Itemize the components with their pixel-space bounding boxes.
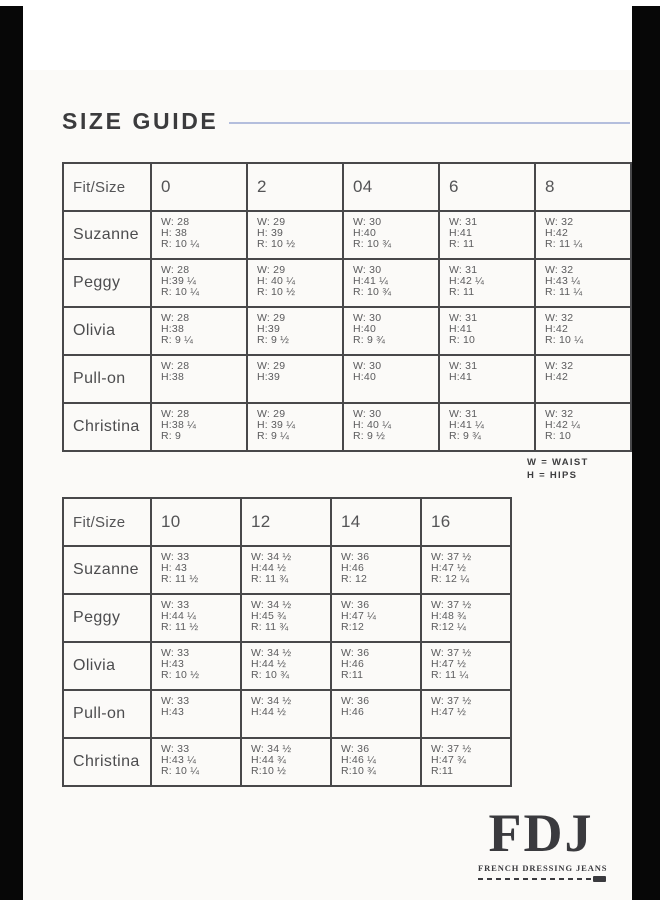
table-row (63, 211, 631, 259)
measurement-cell (241, 738, 331, 786)
measurement-line: W: 37 ½ (431, 551, 472, 563)
measurement-cell (439, 307, 535, 355)
measurement-line: R: 10 ¾ (353, 238, 392, 250)
measurement-line: W: 32 (545, 264, 574, 276)
measurement-cell (535, 355, 631, 403)
measurement-line: W: 36 (341, 647, 370, 659)
measurement-cell (151, 403, 247, 451)
measurement-line: H:42 ¼ (449, 275, 485, 287)
measurement-cell (439, 259, 535, 307)
measurement-line: W: 32 (545, 360, 574, 372)
measurement-line: W: 29 (257, 264, 286, 276)
measurement-line: W: 36 (341, 695, 370, 707)
measurement-line: W: 34 ½ (251, 551, 292, 563)
measurement-line: W: 30 (353, 264, 382, 276)
measurement-line: H: 39 (257, 227, 284, 239)
size-table-small-sizes (62, 162, 632, 452)
measurement-line: R: 11 ¾ (251, 621, 289, 633)
measurement-line: W: 29 (257, 312, 286, 324)
measurement-line: W: 37 ½ (431, 695, 472, 707)
measurement-cell (343, 211, 439, 259)
measurement-line: H: 40 ¼ (257, 275, 296, 287)
measurement-line: H:41 (449, 371, 472, 383)
measurement-line: H:47 ½ (431, 562, 467, 574)
measurement-line: H:39 (257, 323, 280, 335)
measurement-line: W: 30 (353, 312, 382, 324)
measurement-cell (421, 594, 511, 642)
table-row (63, 307, 631, 355)
size-column-header: 2 (247, 163, 343, 211)
measurement-cell (331, 690, 421, 738)
measurement-line: R: 10 ¼ (545, 334, 584, 346)
measurement-cell (535, 307, 631, 355)
measurement-line: H:44 ½ (251, 706, 287, 718)
measurement-line: R:10 ½ (251, 765, 287, 777)
fit-size-header: Fit/Size (63, 163, 151, 211)
measurement-line: H:44 ¼ (161, 610, 197, 622)
measurement-line: W: 33 (161, 647, 190, 659)
table-row (63, 355, 631, 403)
measurement-line: R: 9 ¼ (257, 430, 290, 442)
measurement-line: W: 34 ½ (251, 743, 292, 755)
measurement-cell (151, 594, 241, 642)
measurement-line: H: 43 (161, 562, 188, 574)
measurement-line: W: 34 ½ (251, 599, 292, 611)
measurement-line: H:40 (353, 323, 376, 335)
measurement-cell (241, 594, 331, 642)
measurement-line: W: 28 (161, 360, 190, 372)
measurement-cell (151, 690, 241, 738)
measurement-line: W: 33 (161, 743, 190, 755)
measurement-line: R: 9 ½ (257, 334, 290, 346)
table-row (63, 738, 511, 786)
fdj-logo-brand-name: FRENCH DRESSING JEANS (478, 863, 608, 873)
fdj-logo-dashed-rule (478, 878, 604, 880)
fit-name-cell: Suzanne (63, 546, 151, 594)
measurement-line: H:43 ¼ (545, 275, 581, 287)
fit-size-header: Fit/Size (63, 498, 151, 546)
measurement-line: W: 30 (353, 216, 382, 228)
size-column-header: 10 (151, 498, 241, 546)
measurement-line: R: 10 (545, 430, 572, 442)
measurement-line: R: 10 ½ (257, 286, 296, 298)
measurement-line: H:43 ¼ (161, 754, 197, 766)
table-row (63, 259, 631, 307)
fit-name-cell: Peggy (63, 594, 151, 642)
measurement-line: H:43 (161, 658, 184, 670)
measurement-cell (343, 403, 439, 451)
measurement-line: W: 28 (161, 264, 190, 276)
measurement-line: W: 37 ½ (431, 599, 472, 611)
measurement-line: H:47 ¾ (431, 754, 467, 766)
table-row (63, 546, 511, 594)
fit-name-cell: Olivia (63, 642, 151, 690)
measurement-cell (343, 355, 439, 403)
zipper-icon (593, 876, 606, 882)
measurement-line: H:44 ¾ (251, 754, 287, 766)
measurement-line: H:44 ½ (251, 658, 287, 670)
measurement-line: R: 11 (449, 286, 475, 298)
measurement-line: W: 36 (341, 551, 370, 563)
measurement-line: W: 29 (257, 408, 286, 420)
fit-name-cell: Pull-on (63, 690, 151, 738)
measurement-line: W: 33 (161, 551, 190, 563)
table-row (63, 690, 511, 738)
fit-name-cell: Christina (63, 403, 151, 451)
measurement-line: H:40 (353, 371, 376, 383)
measurement-cell (241, 642, 331, 690)
measurement-line: W: 28 (161, 216, 190, 228)
header-row (63, 498, 511, 546)
measurement-line: R: 11 ¼ (545, 238, 583, 250)
measurement-line: W: 33 (161, 599, 190, 611)
measurement-cell (331, 594, 421, 642)
measurement-cell (247, 307, 343, 355)
measurement-line: H:38 (161, 323, 184, 335)
measurement-line: W: 29 (257, 216, 286, 228)
measurement-line: H:38 (161, 371, 184, 383)
measurement-line: H:38 ¼ (161, 419, 197, 431)
measurement-line: H:41 ¼ (449, 419, 485, 431)
fit-name-cell: Christina (63, 738, 151, 786)
measurement-line: R:10 ¾ (341, 765, 377, 777)
measurement-line: H:42 (545, 323, 568, 335)
measurement-cell (151, 211, 247, 259)
size-column-header: 14 (331, 498, 421, 546)
measurement-line: R: 10 ¼ (161, 238, 200, 250)
size-column-header: 6 (439, 163, 535, 211)
size-column-header: 12 (241, 498, 331, 546)
legend-waist: W = WAIST (527, 457, 589, 468)
measurement-line: R: 11 ¼ (545, 286, 583, 298)
measurement-line: R: 10 ½ (257, 238, 296, 250)
measurement-cell (151, 307, 247, 355)
table-row (63, 594, 511, 642)
right-letterbox-bar (632, 6, 660, 900)
measurement-line: R: 11 ¾ (251, 573, 289, 585)
measurement-cell (247, 355, 343, 403)
measurement-line: H:46 (341, 562, 364, 574)
measurement-line: W: 36 (341, 599, 370, 611)
measurement-line: R: 10 ½ (161, 669, 200, 681)
measurement-line: R: 11 ½ (161, 573, 199, 585)
measurement-line: W: 37 ½ (431, 647, 472, 659)
measurement-line: H:47 ½ (431, 706, 467, 718)
measurement-line: H:42 (545, 371, 568, 383)
measurement-line: W: 30 (353, 408, 382, 420)
measurement-line: W: 32 (545, 312, 574, 324)
measurement-line: H:42 (545, 227, 568, 239)
title-rule (229, 122, 630, 124)
measurement-line: H:41 ¼ (353, 275, 389, 287)
measurement-line: W: 36 (341, 743, 370, 755)
measurement-line: R: 11 ¼ (431, 669, 469, 681)
measurement-line: R:12 ¼ (431, 621, 467, 633)
measurement-line: H:48 ¾ (431, 610, 467, 622)
measurement-line: H:41 (449, 227, 472, 239)
measurement-line: W: 30 (353, 360, 382, 372)
measurement-line: R: 10 ¾ (353, 286, 392, 298)
measurement-line: W: 28 (161, 408, 190, 420)
size-table-large-sizes (62, 497, 512, 787)
measurement-line: W: 32 (545, 216, 574, 228)
measurement-line: H:44 ½ (251, 562, 287, 574)
measurement-line: W: 31 (449, 360, 478, 372)
measurement-line: W: 31 (449, 312, 478, 324)
measurement-cell (151, 259, 247, 307)
size-column-header: 16 (421, 498, 511, 546)
measurement-line: R:12 (341, 621, 364, 633)
measurement-line: H:39 ¼ (161, 275, 197, 287)
size-column-header: 04 (343, 163, 439, 211)
measurement-line: H:39 (257, 371, 280, 383)
measurement-line: R: 9 ¾ (353, 334, 386, 346)
measurement-cell (151, 546, 241, 594)
measurement-line: H: 40 ¼ (353, 419, 392, 431)
measurement-line: W: 31 (449, 216, 478, 228)
measurement-line: W: 32 (545, 408, 574, 420)
measurement-cell (535, 211, 631, 259)
measurement-line: W: 34 ½ (251, 647, 292, 659)
measurement-line: W: 34 ½ (251, 695, 292, 707)
fit-name-cell: Pull-on (63, 355, 151, 403)
measurement-cell (241, 690, 331, 738)
header-row (63, 163, 631, 211)
legend-hips: H = HIPS (527, 470, 578, 481)
size-column-header: 0 (151, 163, 247, 211)
measurement-cell (421, 690, 511, 738)
measurement-line: R: 10 ¾ (251, 669, 290, 681)
measurement-cell (331, 642, 421, 690)
measurement-line: W: 37 ½ (431, 743, 472, 755)
page-title: SIZE GUIDE (62, 108, 219, 134)
measurement-line: H:47 ½ (431, 658, 467, 670)
measurement-line: R: 9 ½ (353, 430, 386, 442)
measurement-line: H: 39 ¼ (257, 419, 296, 431)
size-column-header: 8 (535, 163, 631, 211)
measurement-cell (331, 546, 421, 594)
measurement-cell (421, 546, 511, 594)
measurement-line: W: 33 (161, 695, 190, 707)
fdj-logo (478, 803, 608, 880)
measurement-line: R: 9 ¾ (449, 430, 482, 442)
measurement-cell (151, 642, 241, 690)
measurement-legend (527, 456, 589, 482)
measurement-cell (331, 738, 421, 786)
measurement-cell (535, 403, 631, 451)
fit-name-cell: Suzanne (63, 211, 151, 259)
measurement-line: W: 31 (449, 408, 478, 420)
measurement-line: R: 10 (449, 334, 476, 346)
measurement-cell (151, 738, 241, 786)
measurement-cell (247, 259, 343, 307)
measurement-line: R: 10 ¼ (161, 286, 200, 298)
measurement-line: H:46 (341, 706, 364, 718)
measurement-cell (151, 355, 247, 403)
measurement-line: H:46 ¼ (341, 754, 377, 766)
measurement-line: H:40 (353, 227, 376, 239)
measurement-line: R:11 (431, 765, 454, 777)
measurement-line: R: 11 ½ (161, 621, 199, 633)
table-row (63, 403, 631, 451)
measurement-line: R: 11 (449, 238, 475, 250)
measurement-line: R: 10 ¼ (161, 765, 200, 777)
measurement-line: R: 12 ¼ (431, 573, 470, 585)
measurement-cell (421, 738, 511, 786)
measurement-cell (535, 259, 631, 307)
fdj-logo-initials: FDJ (488, 803, 594, 863)
size-table (62, 497, 512, 787)
measurement-cell (439, 211, 535, 259)
fit-name-cell: Peggy (63, 259, 151, 307)
measurement-cell (247, 403, 343, 451)
measurement-line: R: 9 ¼ (161, 334, 194, 346)
measurement-line: H:47 ¼ (341, 610, 377, 622)
measurement-cell (343, 259, 439, 307)
measurement-cell (439, 403, 535, 451)
measurement-line: R: 9 (161, 430, 182, 442)
measurement-line: R: 12 (341, 573, 368, 585)
table-row (63, 642, 511, 690)
measurement-cell (241, 546, 331, 594)
measurement-cell (247, 211, 343, 259)
measurement-cell (439, 355, 535, 403)
fit-name-cell: Olivia (63, 307, 151, 355)
measurement-line: H: 38 (161, 227, 188, 239)
measurement-line: W: 28 (161, 312, 190, 324)
measurement-line: H:41 (449, 323, 472, 335)
measurement-line: H:42 ¼ (545, 419, 581, 431)
measurement-line: H:45 ¾ (251, 610, 287, 622)
measurement-line: W: 29 (257, 360, 286, 372)
measurement-line: R:11 (341, 669, 364, 681)
left-letterbox-bar (0, 6, 23, 900)
measurement-cell (421, 642, 511, 690)
measurement-line: W: 31 (449, 264, 478, 276)
measurement-cell (343, 307, 439, 355)
measurement-line: H:43 (161, 706, 184, 718)
measurement-line: H:46 (341, 658, 364, 670)
size-table (62, 162, 632, 452)
